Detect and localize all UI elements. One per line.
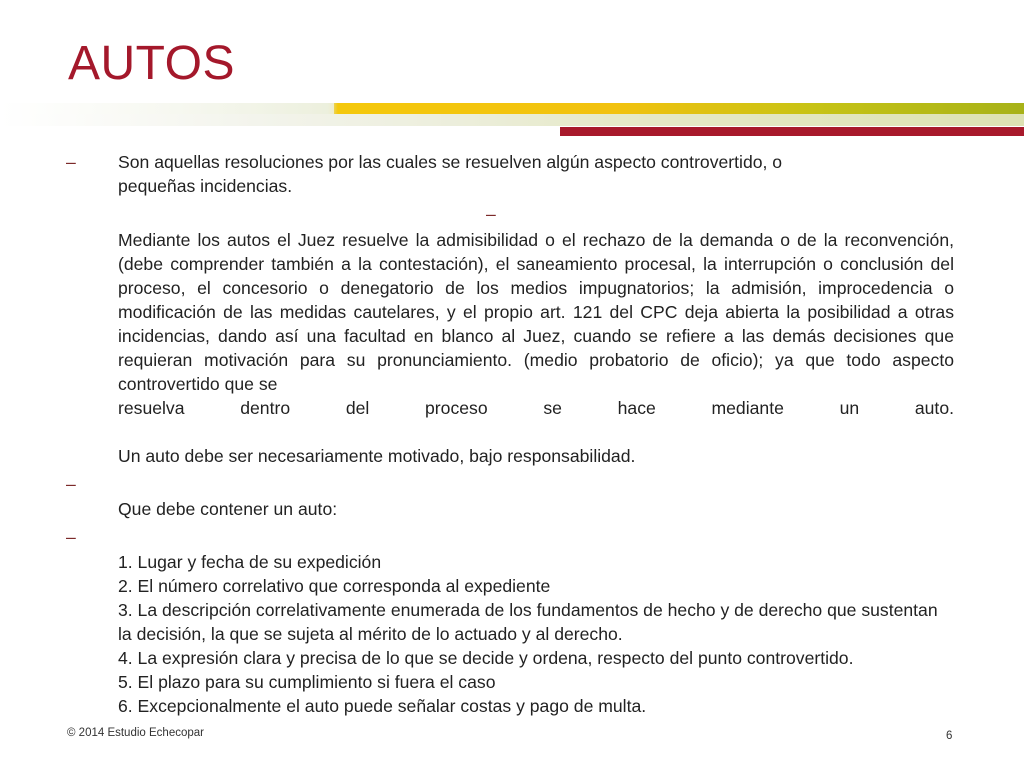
list-item: 2. El número correlativo que corresponda al expediente <box>118 576 551 596</box>
list-item: 4. La expresión clara y precisa de lo que se decide y ordena, respecto del punto controvertido. <box>118 648 854 668</box>
list-item: 1. Lugar y fecha de su expedición <box>118 552 382 572</box>
list-item: 5. El plazo para su cumplimiento si fuera el caso <box>118 672 496 692</box>
bullet-dash: – <box>486 204 496 224</box>
bullet-dash: – <box>66 474 76 494</box>
bullet-text: Son aquellas resoluciones por las cuales se resuelven algún aspecto controvertido, o <box>118 152 783 172</box>
bullet-dash: – <box>66 527 76 547</box>
paragraph-mediante: Mediante los autos el Juez resuelve la admisibilidad o el rechazo de la demanda o de la reconvención, (debe comprender también a la contestación), el saneamiento procesal, la interrupción o conclusión del proceso, el concesorio o denegatorio de los medios impugnatorios; la admisión, improcedencia o modificación de las medidas cautelares, y el propio art. 121 del CPC deja abierta la posibilidad a otras incidencias, dando así una facultad en blanco al Juez, cuando se refiere a las demás decisiones que requieran motivación para su pronunciamiento. (medio probatorio de oficio); ya que todo aspecto controvertido que se <box>118 230 954 394</box>
list-item: 6. Excepcionalmente el auto puede señalar costas y pago de multa. <box>118 696 647 716</box>
paragraph-mediante-last: resuelva dentro del proceso se hace mediante un auto. <box>118 398 954 418</box>
bullet-text: pequeñas incidencias. <box>118 176 293 196</box>
paragraph-motivado: Un auto debe ser necesariamente motivado, bajo responsabilidad. <box>118 446 636 466</box>
header-band-light <box>0 114 1024 126</box>
header-band-red <box>560 127 1024 136</box>
header-band-fade <box>0 103 334 114</box>
paragraph-contenido: Que debe contener un auto: <box>118 499 338 519</box>
bullet-dash: – <box>66 152 76 172</box>
page-number: 6 <box>946 730 953 742</box>
header-band-top <box>0 103 1024 114</box>
footer-copyright: © 2014 Estudio Echecopar <box>67 727 204 739</box>
slide-title: AUTOS <box>68 37 235 90</box>
list-item: 3. La descripción correlativamente enumerada de los fundamentos de hecho y de derecho que sustentan la decisión, la que se sujeta al mérito de lo actuado y al derecho. <box>118 600 938 644</box>
